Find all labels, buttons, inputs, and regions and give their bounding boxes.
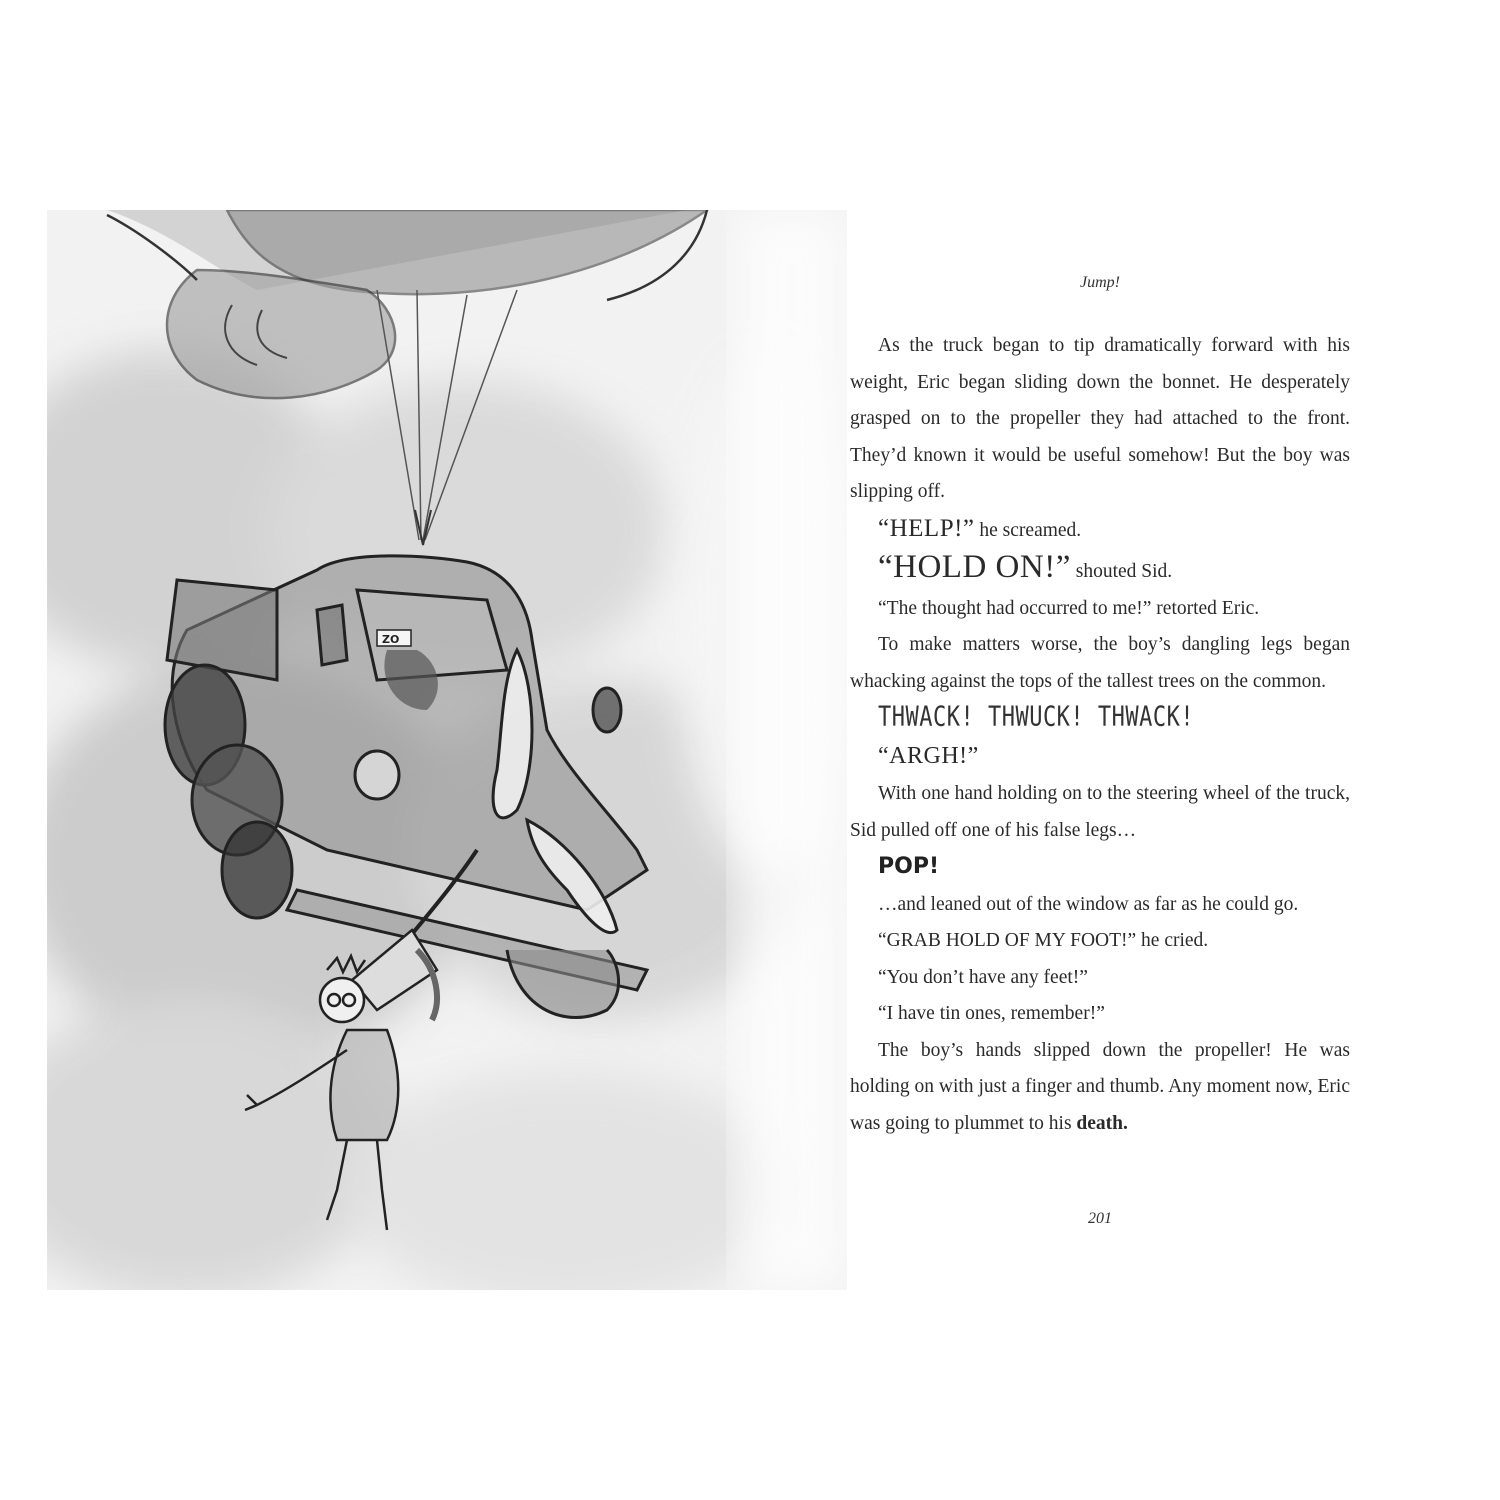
sound-effect xyxy=(850,700,1350,738)
exclamation-text: “ARGH!” xyxy=(878,742,979,769)
sound-effect xyxy=(850,849,1350,887)
paragraph: To make matters worse, the boy’s dangling legs began whacking against the tops of the tallest trees on the common. xyxy=(850,634,1350,692)
paragraph: With one hand holding on to the steering wheel of the truck, Sid pulled off one of his false legs… xyxy=(850,783,1350,841)
bold-word: death. xyxy=(1076,1112,1128,1134)
paragraph xyxy=(850,1033,1350,1143)
shout-text: “HELP!” xyxy=(878,514,975,542)
dialogue-line: “The thought had occurred to me!” retorted Eric. xyxy=(878,597,1260,619)
body-text xyxy=(850,328,1350,1142)
page-number: 201 xyxy=(1088,1210,1112,1227)
dialogue-line: “You don’t have any feet!” xyxy=(878,966,1088,988)
running-head: Jump! xyxy=(1080,274,1120,291)
book-spread xyxy=(47,210,1453,1290)
dialogue-tag: shouted Sid. xyxy=(1070,561,1173,582)
paragraph: As the truck began to tip dramatically forward with his weight, Eric began sliding down the bonnet. He desperately grasped on to the propeller they had attached to the front. They’d known it would be useful somehow! But the boy was slipping off. xyxy=(850,335,1350,502)
shout-line xyxy=(850,549,1350,591)
sound-effect-text: THWACK! THWUCK! THWACK! xyxy=(878,701,1195,733)
pop-text: POP! xyxy=(878,854,939,879)
dialogue-line: “GRAB HOLD OF MY FOOT!” he cried. xyxy=(878,930,1209,951)
paragraph-text: The boy’s hands slipped down the propeller! He was holding on with just a finger and thumb. Any moment now, Eric was going to plummet to his xyxy=(850,1039,1350,1134)
text-page xyxy=(850,210,1350,1290)
shout-text: “HOLD ON!” xyxy=(878,549,1071,585)
exclamation-line xyxy=(850,738,1350,777)
dialogue-tag: he screamed. xyxy=(974,519,1082,541)
svg-text:ZO: ZO xyxy=(382,633,400,646)
shout-line xyxy=(850,511,1350,550)
dialogue-line: “I have tin ones, remember!” xyxy=(878,1003,1105,1024)
truck-balloon-illustration-icon xyxy=(47,210,847,1290)
dialogue-line: …and leaned out of the window as far as he could go. xyxy=(878,893,1299,915)
